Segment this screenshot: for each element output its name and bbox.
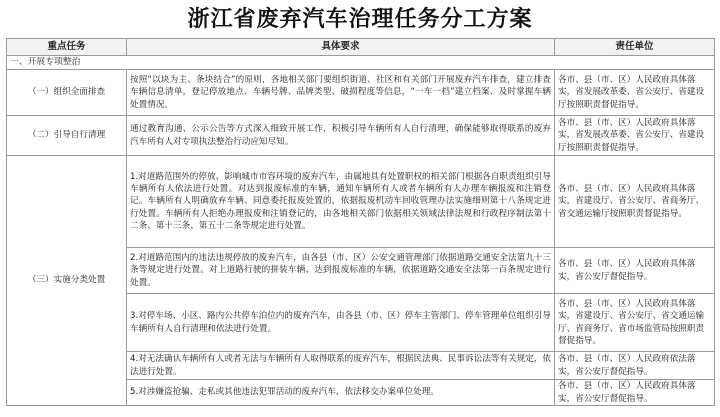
requirement-cell: 1.对道路范围外的停放、影响城市市容环境的废弃汽车，由属地具有处置职权的相关部门根据各自职责组织引导车辆所有人依法进行处置。对达到报废标准的车辆，通知车辆所有人或者车辆所有人办理车辆报废和注销登记。车辆所有人明确放弃车辆、同意委托报废处置的，依据报废机动车回收管理办法实施细则第十八条规定进行处置。车辆所有人拒绝办理报废和注销登记的，由各地相关部门依据相关领域法律法规和行政程序制法第十二条、第十三条、第五十二条等规定进行处置。 [127,156,555,248]
unit-cell: 各市、县（市、区）人民政府具体落实，省发展改革委、省公安厅、省建设厅按照职责督促指导。 [555,70,715,116]
task-cell: （三）实施分类处置 [7,156,127,406]
section-heading: 一、开展专项整治 [7,56,715,70]
requirement-cell: 5.对涉嫌盗抢骗、走私或其他违法犯罪活动的废弃汽车，依法移交办案单位处理。 [127,380,555,406]
unit-cell: 各市、县（市、区）人民政府具体落实，省发展改革委、省公安厅、省建设厅按照职责督促指导。 [555,116,715,156]
header-requirement: 具体要求 [127,39,555,56]
task-table [6,38,715,406]
unit-cell: 各市、县（市、区）人民政府具体落实，省公安厅督促指导。 [555,380,715,406]
header-task: 重点任务 [7,39,127,56]
page-title: 浙江省废弃汽车治理任务分工方案 [187,6,533,32]
requirement-cell: 3.对停车场、小区、路内公共停车泊位内的废弃汽车，由各县（市、区）停车主管部门、停车管理单位组织引导车辆所有人自行清理和依法进行处置。 [127,294,555,352]
section-row [7,56,715,70]
unit-cell: 各市、县（市、区）人民政府依法落实，省公安厅督促指导。 [555,352,715,380]
unit-cell: 各市、县（市、区）人民政府具体落实，省公安厅督促指导。 [555,248,715,294]
task-cell: （一）组织全面排查 [7,70,127,116]
table-row [7,70,715,116]
requirement-cell: 通过教育沟通、公示公告等方式深入细致开展工作，积极引导车辆所有人自行清理，确保能够取得联系的废弃汽车所有人对专项执法整治行动应知尽知。 [127,116,555,156]
task-cell: （二）引导自行清理 [7,116,127,156]
header-row [7,39,715,56]
table-row [7,116,715,156]
requirement-cell: 2.对道路范围内的违法违规停放的废弃汽车，由各县（市、区）公安交通管理部门依据道路交通安全法第九十三条等规定进行处置。对上道路行驶的拼装车辆、达到报废标准的车辆，依据道路交通安全法第一百条规定进行处置。 [127,248,555,294]
unit-cell: 各市、县（市、区）人民政府具体落实，省建设厅、省公安厅、省商务厅、省交通运输厅按照职责督促指导。 [555,156,715,248]
unit-cell: 各市、县（市、区）人民政府具体落实，省建设厅、省公安厅、省交通运输厅、省商务厅、省市场监管局按照职责督促指导。 [555,294,715,352]
header-unit: 责任单位 [555,39,715,56]
table-row [7,156,715,248]
requirement-cell: 4.对无法确认车辆所有人或者无法与车辆所有人取得联系的废弃汽车，根据民法典、民事诉讼法等有关规定，依法进行处置。 [127,352,555,380]
requirement-cell: 按照“以块为主、条块结合”的原则，各地相关部门要组织街道、社区和有关部门开展废弃汽车排查，建立排查车辆信息清单，登记停放地点、车辆号牌、品牌类型、破损程度等信息，“一车一档”建立档案、及时掌握车辆处置情况。 [127,70,555,116]
